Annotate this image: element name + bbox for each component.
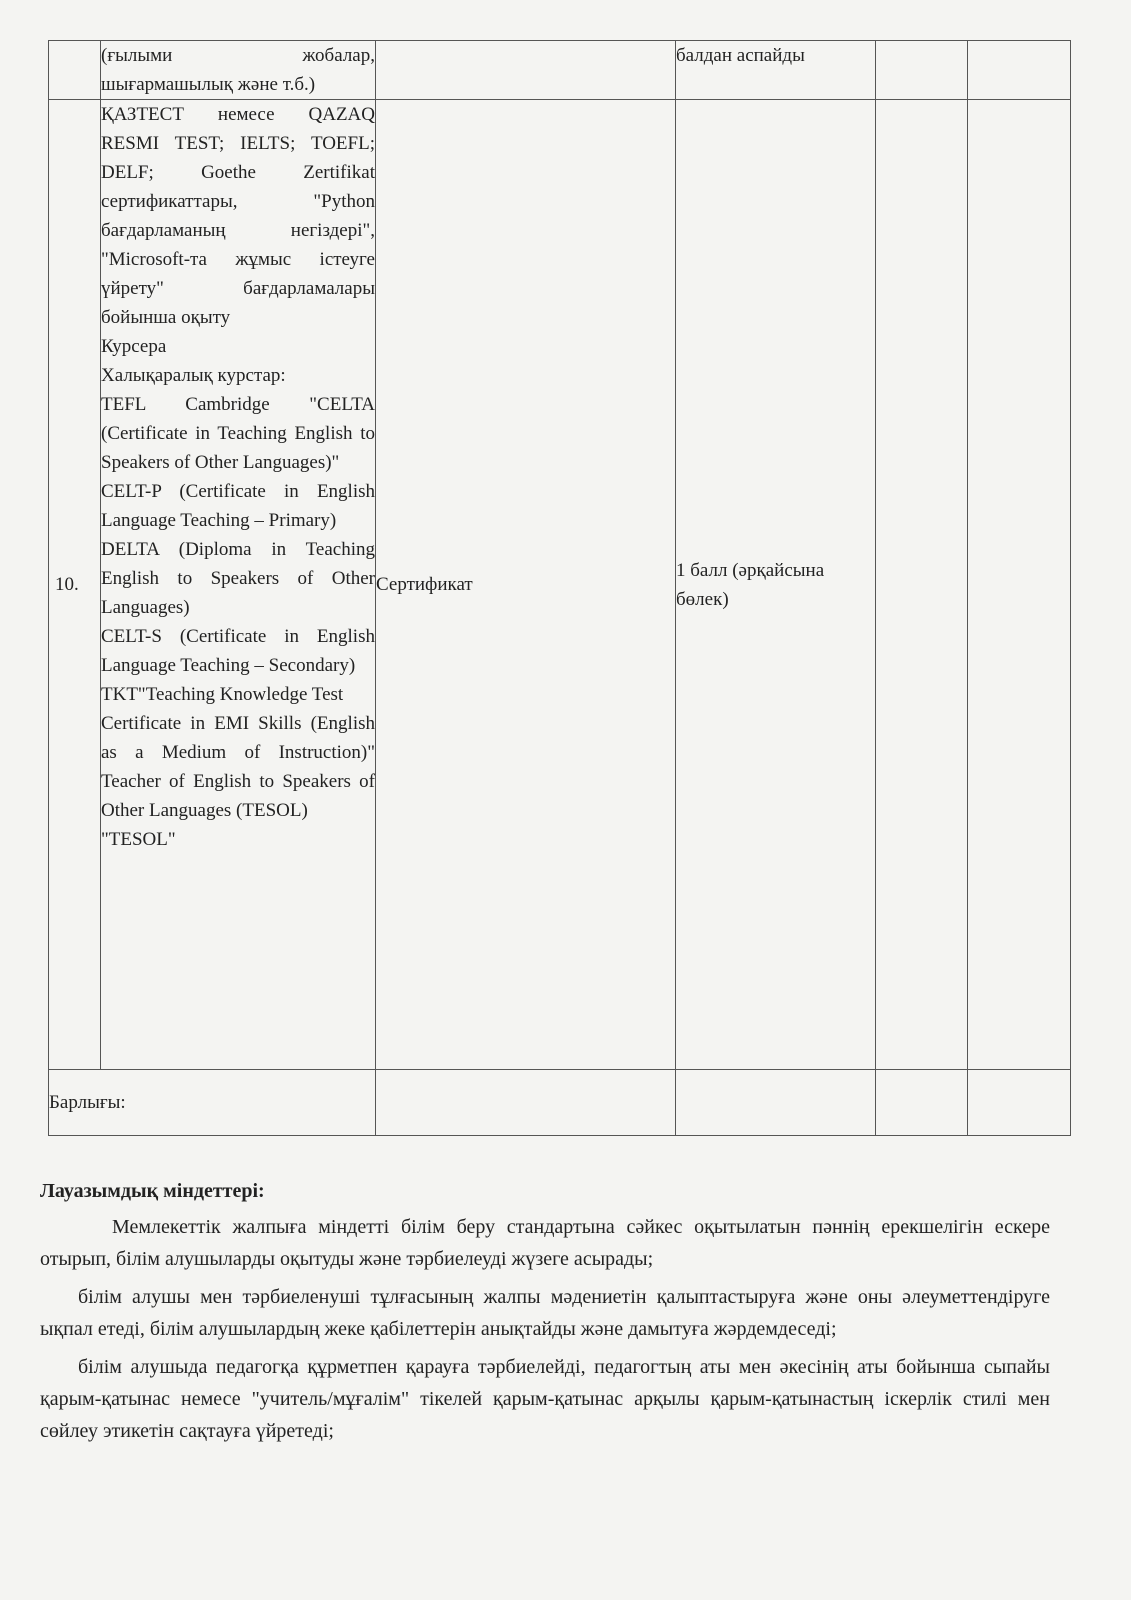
score-cell (676, 41, 876, 100)
table-row-10 (49, 100, 1071, 1070)
table-row-total (49, 1070, 1071, 1136)
criteria-line: DELTA (Diploma in Teaching English to Speakers of Other Languages) (101, 539, 375, 618)
total-extra-cell-1 (876, 1070, 968, 1136)
score-text: 1 балл (әрқайсына бөлек) (676, 559, 825, 610)
criteria-line: Халықаралық курстар: (101, 365, 286, 386)
document-cell-empty (376, 41, 676, 100)
criteria-line: TEFL Cambridge "CELTA (Certificate in Teaching English to Speakers of Other Languages)" (101, 394, 375, 473)
extra-cell-2 (968, 41, 1071, 100)
score-text: балдан аспайды (676, 45, 805, 66)
total-score-cell (676, 1070, 876, 1136)
total-label: Барлығы: (49, 1092, 126, 1113)
document-type: Сертификат (376, 574, 473, 595)
criterion-cell (101, 41, 376, 100)
total-label-cell (49, 1070, 376, 1136)
criteria-line: Certificate in EMI Skills (English as a Medium of Instruction)" Teacher of English to Speakers of Other Languages (TESOL) (101, 713, 375, 821)
cell-number-empty (49, 41, 101, 100)
extra-cell-1 (876, 41, 968, 100)
criteria-list-cell (101, 100, 376, 1070)
duties-paragraph: білім алушы мен тәрбиеленуші тұлғасының жалпы мәдениетін қалыптастыруға және оны әлеуметтендіруге ықпал етеді, білім алушылардың жеке қабілеттерін анықтайды және дамытуға жәрдемдеседі; (40, 1286, 1050, 1340)
criteria-line: ҚАЗТЕСТ немесе QAZAQ RESMI TEST; IELTS; TOEFL; DELF; Goethe Zertifikat сертификаттары, "Python бағдарламаның негіздері", "Microsoft-та жұмыс істеуге үйрету" бағдарламалары бойынша оқыту (101, 104, 375, 328)
row-number: 10. (55, 574, 79, 595)
criterion-text: (ғылыми жобалар, шығармашылық және т.б.) (101, 45, 375, 95)
criteria-line: "TESOL" (101, 829, 176, 850)
criteria-line: CELT-P (Certificate in English Language Teaching – Primary) (101, 481, 375, 531)
duties-section (40, 1175, 1050, 1453)
duties-paragraph: Мемлекеттік жалпыға міндетті білім беру стандартына сәйкес оқытылатын пәннің ерекшелігін ескере отырып, білім алушыларды оқытуды және тәрбиелеуді жүзеге асырады; (40, 1216, 1050, 1270)
total-document-cell (376, 1070, 676, 1136)
duties-paragraph: білім алушыда педагогқа құрметпен қарауға тәрбиелейді, педагогтың аты мен әкесінің аты бойынша сыпайы қарым-қатынас немесе "учитель/мұғалім" тікелей қарым-қатынас арқылы қарым-қатынастың іскерлік стилі мен сөйлеу этикетін сақтауға үйретеді; (40, 1356, 1050, 1442)
table-row-continued (49, 41, 1071, 100)
criteria-line: CELT-S (Certificate in English Language Teaching – Secondary) (101, 626, 375, 676)
criteria-line: TKT"Teaching Knowledge Test (101, 684, 344, 705)
row-number-cell (49, 100, 101, 1070)
total-extra-cell-2 (968, 1070, 1071, 1136)
document-cell (376, 100, 676, 1070)
criteria-table (48, 40, 1071, 1136)
score-cell (676, 100, 876, 1070)
criteria-line: Курсера (101, 336, 167, 357)
extra-cell-2 (968, 100, 1071, 1070)
extra-cell-1 (876, 100, 968, 1070)
duties-heading: Лауазымдық міндеттері: (40, 1180, 265, 1202)
